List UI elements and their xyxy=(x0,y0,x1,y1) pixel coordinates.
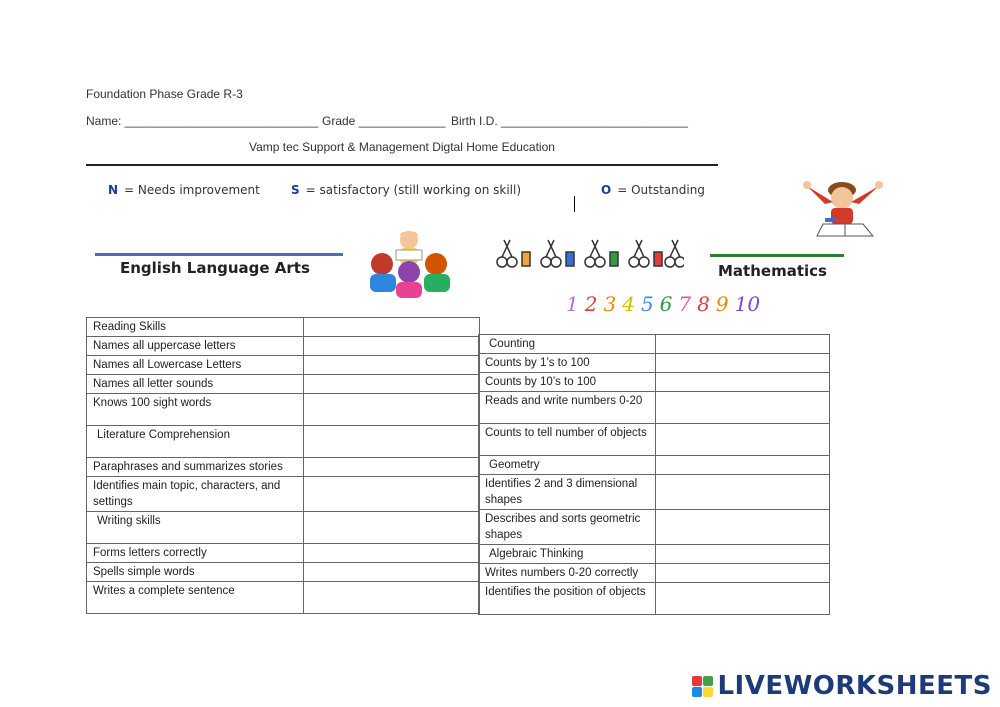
girl-reading-illustration xyxy=(803,178,883,240)
legend-s-text: = satisfactory (still working on skill) xyxy=(305,183,522,197)
math-row xyxy=(479,335,830,354)
ela-row xyxy=(87,426,480,458)
ela-row xyxy=(87,394,480,426)
birth-id-line: Birth I.D. ____________________________ xyxy=(451,114,688,128)
number-2: 2 xyxy=(584,292,598,316)
math-skill-label: Writes numbers 0-20 correctly xyxy=(479,564,656,583)
math-row xyxy=(479,545,830,564)
math-skill-label: Counts by 1’s to 100 xyxy=(479,354,656,373)
math-skill-label: Reads and write numbers 0-20 xyxy=(479,392,656,424)
ela-rating-cell[interactable] xyxy=(303,582,479,614)
number-5: 5 xyxy=(640,292,654,316)
math-section-heading: Counting xyxy=(479,335,656,354)
ela-skill-label: Identifies main topic, characters, and settings xyxy=(87,477,304,512)
grade-line: Grade _____________ xyxy=(322,114,446,128)
ela-row xyxy=(87,563,480,582)
ela-row xyxy=(87,512,480,544)
math-rating-cell[interactable] xyxy=(655,335,829,354)
math-skill-label: Counts to tell number of objects xyxy=(479,424,656,456)
ela-rating-cell[interactable] xyxy=(303,563,479,582)
legend-outstanding xyxy=(601,183,705,197)
math-row xyxy=(479,392,830,424)
name-line: Name: _____________________________ xyxy=(86,114,319,128)
ela-skill-label: Paraphrases and summarizes stories xyxy=(87,458,304,477)
math-section-title: Mathematics xyxy=(718,262,827,280)
ela-rating-cell[interactable] xyxy=(303,337,479,356)
math-row xyxy=(479,564,830,583)
legend-n-text: = Needs improvement xyxy=(124,183,260,197)
liveworksheets-brand xyxy=(692,671,992,701)
legend-needs-improvement xyxy=(108,183,260,197)
legend-o-key: O xyxy=(601,183,612,197)
math-row xyxy=(479,583,830,615)
ela-skill-label: Forms letters correctly xyxy=(87,544,304,563)
children-group-illustration xyxy=(362,228,456,300)
legend-n-key: N xyxy=(108,183,119,197)
math-rating-cell[interactable] xyxy=(655,373,829,392)
legend-satisfactory xyxy=(291,183,521,197)
ela-rating-cell[interactable] xyxy=(303,375,479,394)
number-line-decoration xyxy=(566,292,766,316)
ela-rating-cell[interactable] xyxy=(303,458,479,477)
ela-rating-cell[interactable] xyxy=(303,318,479,337)
math-rating-cell[interactable] xyxy=(655,456,829,475)
math-row xyxy=(479,354,830,373)
ela-section-heading: Literature Comprehension xyxy=(87,426,304,458)
ela-row xyxy=(87,318,480,337)
brand-name: LIVEWORKSHEETS xyxy=(717,671,992,701)
ela-skills-table xyxy=(86,317,480,614)
math-skill-label: Identifies 2 and 3 dimensional shapes xyxy=(479,475,656,510)
ela-skill-label: Knows 100 sight words xyxy=(87,394,304,426)
math-rating-cell[interactable] xyxy=(655,354,829,373)
number-7: 7 xyxy=(678,292,692,316)
math-row xyxy=(479,510,830,545)
number-1: 1 xyxy=(566,292,579,316)
number-3: 3 xyxy=(603,292,617,316)
number-9: 9 xyxy=(715,292,729,316)
math-rating-cell[interactable] xyxy=(655,392,829,424)
math-skill-label: Counts by 10’s to 100 xyxy=(479,373,656,392)
ela-row xyxy=(87,458,480,477)
number-8: 8 xyxy=(697,292,710,316)
ela-row xyxy=(87,582,480,614)
ela-row xyxy=(87,477,480,512)
math-rating-cell[interactable] xyxy=(655,475,829,510)
number-10: 10 xyxy=(734,292,761,316)
math-skills-table xyxy=(478,334,830,615)
number-4: 4 xyxy=(622,292,635,316)
phase-title: Foundation Phase Grade R-3 xyxy=(86,87,243,101)
number-6: 6 xyxy=(659,292,673,316)
math-section-heading: Geometry xyxy=(479,456,656,475)
text-cursor xyxy=(574,196,575,212)
math-section-heading: Algebraic Thinking xyxy=(479,545,656,564)
ela-skill-label: Names all uppercase letters xyxy=(87,337,304,356)
math-row xyxy=(479,373,830,392)
ela-section-heading: Reading Skills xyxy=(87,318,304,337)
math-row xyxy=(479,475,830,510)
math-title-bar xyxy=(710,254,844,257)
math-rating-cell[interactable] xyxy=(655,583,829,615)
scissors-decoration xyxy=(494,238,684,272)
math-skill-label: Describes and sorts geometric shapes xyxy=(479,510,656,545)
math-rating-cell[interactable] xyxy=(655,510,829,545)
ela-rating-cell[interactable] xyxy=(303,477,479,512)
math-rating-cell[interactable] xyxy=(655,424,829,456)
ela-title-bar xyxy=(95,253,343,256)
ela-row xyxy=(87,356,480,375)
ela-rating-cell[interactable] xyxy=(303,512,479,544)
brand-logo-icon xyxy=(692,676,713,697)
ela-skill-label: Writes a complete sentence xyxy=(87,582,304,614)
organization-title: Vamp tec Support & Management Digtal Home Education xyxy=(249,140,555,154)
header-divider xyxy=(86,164,718,166)
ela-section-heading: Writing skills xyxy=(87,512,304,544)
ela-row xyxy=(87,375,480,394)
ela-row xyxy=(87,544,480,563)
ela-row xyxy=(87,337,480,356)
math-row xyxy=(479,424,830,456)
math-rating-cell[interactable] xyxy=(655,564,829,583)
ela-rating-cell[interactable] xyxy=(303,426,479,458)
legend-s-key: S xyxy=(291,183,300,197)
ela-rating-cell[interactable] xyxy=(303,394,479,426)
ela-section-title: English Language Arts xyxy=(120,259,310,277)
ela-skill-label: Spells simple words xyxy=(87,563,304,582)
ela-skill-label: Names all letter sounds xyxy=(87,375,304,394)
ela-skill-label: Names all Lowercase Letters xyxy=(87,356,304,375)
math-row xyxy=(479,456,830,475)
ela-rating-cell[interactable] xyxy=(303,356,479,375)
math-skill-label: Identifies the position of objects xyxy=(479,583,656,615)
legend-o-text: = Outstanding xyxy=(617,183,705,197)
math-rating-cell[interactable] xyxy=(655,545,829,564)
ela-rating-cell[interactable] xyxy=(303,544,479,563)
